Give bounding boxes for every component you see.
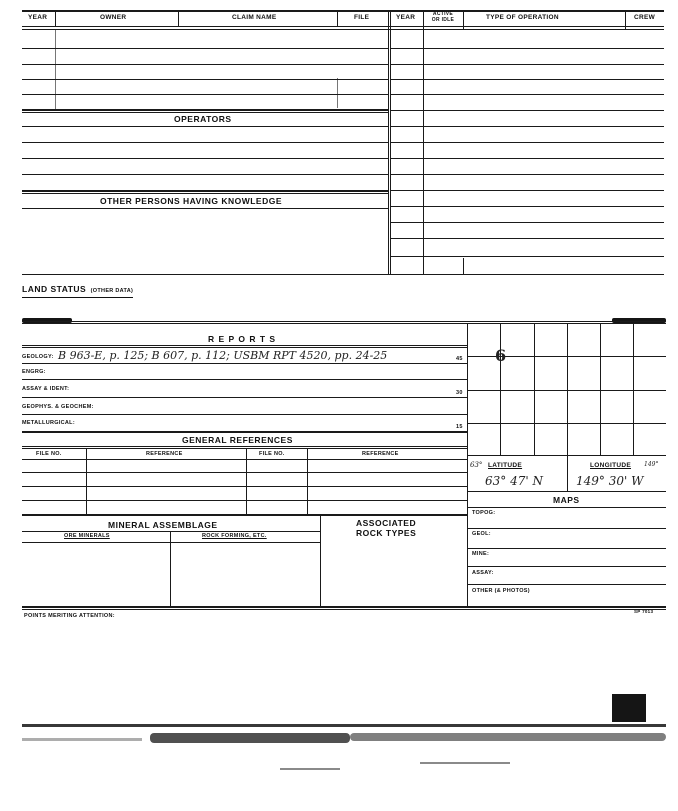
gref-col-reference-2: REFERENCE <box>362 451 399 457</box>
gref-col-file-no: FILE NO. <box>36 451 62 457</box>
reports-title: R E P O R T S <box>208 334 277 344</box>
op-row-rule <box>390 238 664 239</box>
report-code-45: 45 <box>456 356 463 362</box>
associated-rock-types <box>356 518 416 538</box>
hdr-tick <box>55 10 56 26</box>
op-row-rule <box>390 206 664 207</box>
table-bottom-rule <box>22 274 664 275</box>
col-year: YEAR <box>28 14 48 21</box>
gref-header-rule <box>22 459 468 460</box>
col-claim-name: CLAIM NAME <box>232 14 277 21</box>
row-rule <box>22 94 388 95</box>
report-label-assay: ASSAY & IDENT: <box>22 386 70 392</box>
op-row-rule <box>390 142 664 143</box>
maps-assay: ASSAY: <box>472 570 494 576</box>
report-row-rule <box>22 379 468 380</box>
col-op-year: YEAR <box>396 14 416 21</box>
maps-row-rule <box>467 528 666 529</box>
scan-streak <box>22 724 666 727</box>
gref-bottom-rule <box>22 514 468 516</box>
maps-other: OTHER (& PHOTOS) <box>472 588 530 594</box>
grid-location-mark: 6 <box>495 346 507 365</box>
header-bottom-rule <box>22 26 664 27</box>
reports-title-rule <box>22 345 468 346</box>
assoc-line1: ASSOCIATED <box>356 518 417 528</box>
op-row-rule <box>390 48 664 49</box>
form-bottom-rule-2 <box>22 609 666 610</box>
active-divider <box>463 10 464 30</box>
maps-title: MAPS <box>553 495 580 505</box>
grid-vline <box>500 323 501 455</box>
mineral-title: MINERAL ASSEMBLAGE <box>108 520 218 530</box>
gref-row-rule <box>22 486 468 487</box>
op-row-rule <box>390 64 664 65</box>
col-file: FILE <box>354 14 370 21</box>
grid-hline <box>467 423 666 424</box>
maps-topog: TOPOG: <box>472 510 496 516</box>
longitude-label: LONGITUDE <box>590 462 631 469</box>
report-code-15: 15 <box>456 424 463 430</box>
report-label-geophys: GEOPHYS. & GEOCHEM: <box>22 404 94 410</box>
points-meriting-attention: POINTS MERITING ATTENTION: <box>24 613 115 619</box>
header-bottom-rule-2 <box>22 29 664 30</box>
right-panel-divider <box>467 323 468 607</box>
land-status-sub: (OTHER DATA) <box>90 288 134 294</box>
scan-blot <box>612 694 646 722</box>
assoc-col-line <box>320 515 321 607</box>
land-status-label: LAND STATUS <box>22 284 87 294</box>
crew-divider <box>625 10 626 30</box>
row-rule <box>22 158 388 159</box>
scan-speck <box>420 762 510 764</box>
year-col-line <box>55 29 56 109</box>
mineral-col-line <box>170 531 171 607</box>
col-type-of-operation: TYPE OF OPERATION <box>486 14 559 21</box>
gref-row-rule <box>22 472 468 473</box>
gref-rule-2 <box>22 448 468 449</box>
report-row-rule <box>22 397 468 398</box>
col-active <box>429 11 457 23</box>
gref-col-reference: REFERENCE <box>146 451 183 457</box>
file-col-line <box>337 78 338 108</box>
maps-row-rule <box>467 548 666 549</box>
gref-col-line <box>86 448 87 514</box>
op-row-rule <box>390 190 664 191</box>
report-label-metallurgical: METALLURGICAL: <box>22 420 75 426</box>
row-rule <box>22 79 388 80</box>
gref-rule <box>22 446 468 447</box>
op-row-rule <box>390 94 664 95</box>
col-crew: CREW <box>634 14 656 21</box>
section-rule <box>22 109 388 111</box>
grid-vline <box>567 323 568 455</box>
assoc-line2: ROCK TYPES <box>356 528 417 538</box>
op-row-rule <box>390 256 664 257</box>
op-row-rule <box>390 79 664 80</box>
hdr-tick <box>337 10 338 26</box>
grid-hline <box>467 390 666 391</box>
maps-row-rule <box>467 584 666 585</box>
report-row-rule <box>22 414 468 415</box>
report-label-engrg: ENGRG: <box>22 369 46 375</box>
row-rule <box>22 142 388 143</box>
section-rule-2 <box>22 193 388 194</box>
lat-prefix: 63° <box>470 461 483 469</box>
reports-top-rule-2 <box>22 323 666 324</box>
grid-vline <box>633 323 634 455</box>
gref-col-line <box>246 448 247 514</box>
section-rule-2 <box>22 112 388 113</box>
latitude-label: LATITUDE <box>488 462 523 469</box>
grid-vline <box>600 323 601 455</box>
scan-streak <box>150 733 350 743</box>
center-divider <box>388 10 389 274</box>
report-row-rule <box>22 363 468 364</box>
row-rule <box>22 48 388 49</box>
col-active-line2: OR IDLE <box>431 17 455 23</box>
gref-col-file-no-2: FILE NO. <box>259 451 285 457</box>
section-rule <box>22 190 388 192</box>
report-bottom-rule <box>22 431 468 433</box>
latlon-bottom-rule <box>467 491 666 492</box>
top-border <box>22 10 664 12</box>
lon-suffix: 149° <box>644 461 659 468</box>
latlon-divider <box>567 455 568 491</box>
rock-forming: ROCK FORMING, ETC. <box>202 533 267 539</box>
op-row-rule <box>390 110 664 111</box>
land-status <box>22 279 133 298</box>
mineral-title-rule <box>22 531 320 532</box>
report-label-geology: GEOLOGY: <box>22 354 54 360</box>
gref-col-line <box>307 448 308 514</box>
op-col-line <box>463 258 464 274</box>
hdr-tick <box>178 10 179 26</box>
op-row-rule <box>390 126 664 127</box>
maps-row-rule <box>467 566 666 567</box>
maps-mine: MINE: <box>472 551 490 557</box>
maps-geol: GEOL: <box>472 531 491 537</box>
report-value-geology: B 963-E, p. 125; B 607, p. 112; USBM RPT 4520, pp. 24-25 <box>58 349 388 362</box>
op-row-rule <box>390 158 664 159</box>
gref-row-rule <box>22 500 468 501</box>
op-row-rule <box>390 222 664 223</box>
mineral-header-rule <box>22 542 320 543</box>
scan-streak <box>22 738 142 741</box>
op-row-rule <box>390 174 664 175</box>
grid-vline <box>534 323 535 455</box>
report-code-30: 30 <box>456 390 463 396</box>
operators-title: OPERATORS <box>174 114 232 124</box>
scan-streak <box>350 733 666 741</box>
row-rule <box>22 208 388 209</box>
reports-top-rule <box>22 321 666 322</box>
longitude-value: 149° 30' W <box>576 474 644 488</box>
row-rule <box>22 126 388 127</box>
reports-title-rule-2 <box>22 347 468 348</box>
scan-speck <box>280 768 340 770</box>
col-owner: OWNER <box>100 14 127 21</box>
row-rule <box>22 64 388 65</box>
row-rule <box>22 174 388 175</box>
ore-minerals: ORE MINERALS <box>64 533 110 539</box>
maps-title-rule <box>467 507 666 508</box>
general-references-title: GENERAL REFERENCES <box>182 435 293 445</box>
other-persons-title: OTHER PERSONS HAVING KNOWLEDGE <box>100 196 283 206</box>
form-bottom-rule <box>22 606 666 608</box>
latitude-value: 63° 47' N <box>485 474 543 488</box>
col-active-line1: ACTIVE <box>432 11 454 17</box>
form-code: SP 7013 <box>634 609 654 614</box>
